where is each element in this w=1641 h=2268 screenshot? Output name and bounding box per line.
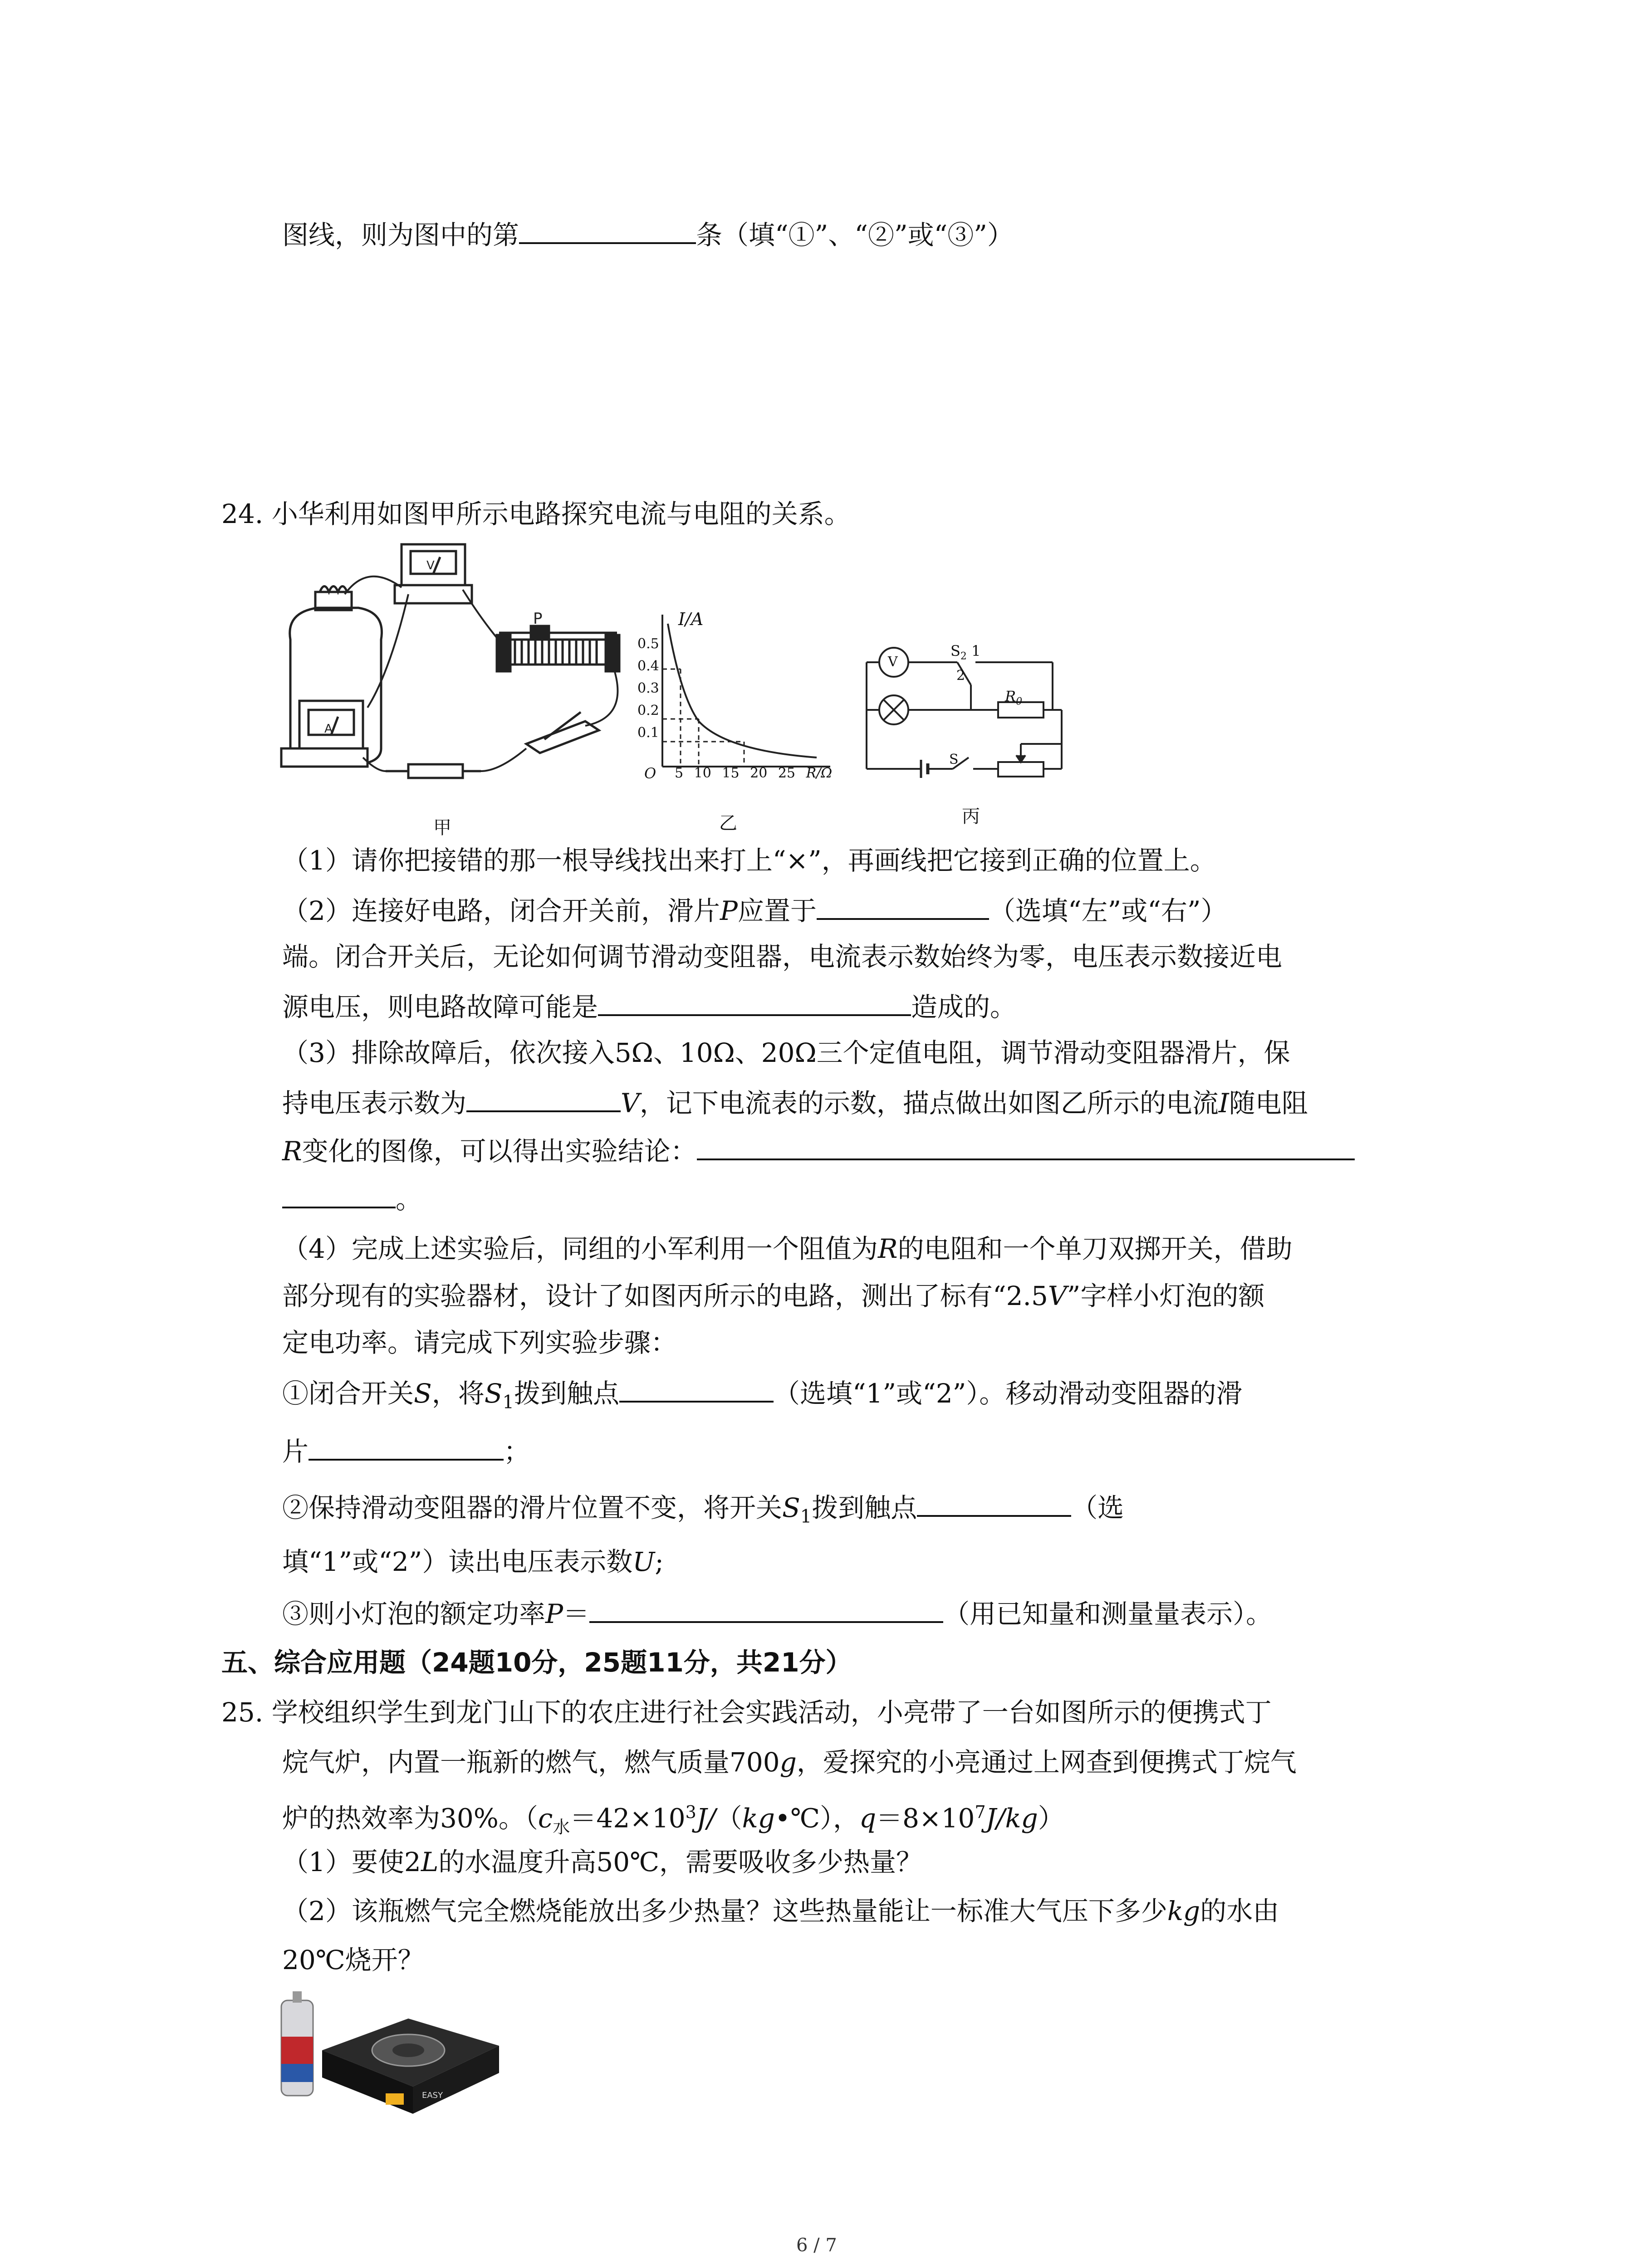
resistor-shape: [408, 764, 463, 778]
q25-part2-line2: 20℃烧开？: [282, 1945, 424, 1975]
q25-number: 25.: [221, 1697, 264, 1728]
ytick-label: 0.3: [637, 680, 659, 696]
answer-blank[interactable]: [619, 1375, 774, 1403]
q25-part1: （1）要使2L的水温度升高50℃，需要吸收多少热量？: [282, 1847, 923, 1877]
xtick-label: 20: [750, 765, 768, 781]
q24-part4-line3: 定电功率。请完成下列实验步骤：: [282, 1327, 677, 1358]
xtick-label: 25: [778, 765, 796, 781]
q24-step1-line2: 片 ；: [282, 1433, 530, 1467]
q24-stem-text: 小华利用如图甲所示电路探究电流与电阻的关系。: [271, 499, 851, 529]
bing-s2-label: $S_2$ 1: [950, 642, 981, 662]
slider-p-label: P: [533, 610, 543, 628]
fig-jia-label: 甲: [433, 817, 451, 838]
answer-blank[interactable]: [598, 989, 911, 1016]
intro-line: [282, 217, 1014, 251]
xtick-label: 10: [694, 765, 711, 781]
fig-bing-label: 丙: [962, 806, 980, 827]
q24-number: 24.: [221, 499, 264, 529]
q24-part3-line4: 。: [282, 1181, 422, 1215]
fig-yi-label: 乙: [719, 813, 737, 834]
q24-part4-line1: （4）完成上述实验后，同组的小军利用一个阻值为R的电阻和一个单刀双掷开关，借助: [282, 1233, 1293, 1264]
q24-part3-line2: 持电压表示数为 V，记下电流表的示数，描点做出如图乙所示的电流I随电阻: [282, 1085, 1308, 1119]
intro-text: 图线，则为图中的第: [282, 220, 519, 250]
q24-step1-line1: ①闭合开关S，将$S_1$拨到触点 （选填“1”或“2”）。移动滑动变阻器的滑: [282, 1375, 1242, 1418]
answer-blank[interactable]: [589, 1596, 943, 1623]
bing-contact-2: 2: [956, 668, 965, 684]
q24-step2-line2: 填“1”或“2”）读出电压表示数U;: [282, 1546, 664, 1577]
q24-part2-line2: 端。闭合开关后，无论如何调节滑动变阻器，电流表示数始终为零，电压表示数接近电: [282, 941, 1283, 972]
q25-line1: 25. 学校组织学生到龙门山下的农庄进行社会实践活动，小亮带了一台如图所示的便携式丁: [221, 1697, 1272, 1728]
svg-text:A: A: [324, 722, 333, 736]
answer-blank[interactable]: [697, 1133, 1355, 1160]
answer-blank[interactable]: [519, 217, 696, 244]
ytick-label: 0.5: [637, 636, 659, 652]
graph-origin: O: [644, 765, 656, 782]
svg-text:V: V: [426, 559, 435, 572]
stove-photo: [272, 1982, 508, 2118]
q24-stem: [221, 498, 851, 530]
q24-part3-line3: R变化的图像，可以得出实验结论：: [282, 1133, 1355, 1167]
rheostat-coil: [508, 640, 608, 665]
graph-xlabel: R/Ω: [806, 765, 833, 781]
bing-v-label: V: [888, 654, 898, 670]
svg-text:EASY: EASY: [422, 2091, 443, 2100]
q24-step2-line1: ②保持滑动变阻器的滑片位置不变，将开关$S_1$拨到触点 （选: [282, 1490, 1124, 1533]
stove-knob: [386, 2093, 404, 2105]
q24-part1: （1）请你把接错的那一根导线找出来打上“×”，再画线把它接到正确的位置上。: [282, 845, 1216, 876]
graph-ylabel: I/A: [678, 609, 704, 629]
bing-s-label: S: [949, 752, 959, 767]
q24-part3-line1: （3）排除故障后，依次接入5Ω、10Ω、20Ω三个定值电阻，调节滑动变阻器滑片，保: [282, 1037, 1290, 1068]
q24-step3: ③则小灯泡的额定功率P＝ （用已知量和测量量表示）。: [282, 1596, 1272, 1630]
rheostat-symbol: [998, 762, 1043, 777]
q24-part4-line2: 部分现有的实验器材，设计了如图丙所示的电路，测出了标有“2.5V”字样小灯泡的额: [282, 1281, 1265, 1311]
q25-line2: 烷气炉，内置一瓶新的燃气，燃气质量700g，爱探究的小亮通过上网查到便携式丁烷气: [282, 1747, 1297, 1778]
current-curve: [668, 624, 817, 758]
answer-blank[interactable]: [917, 1490, 1071, 1517]
bing-r0-label: $R_0$: [1005, 688, 1023, 708]
answer-blank[interactable]: [309, 1433, 504, 1461]
graph-xticks: [675, 758, 832, 789]
intro-suffix: 条（填“①”、“②”或“③”）: [696, 220, 1014, 250]
answer-blank[interactable]: [817, 893, 989, 920]
figure-jia-circuit: [272, 535, 684, 807]
answer-blank[interactable]: [282, 1181, 396, 1208]
q24-part2-line1: （2）连接好电路，闭合开关前，滑片P应置于 （选填“左”或“右”）: [282, 893, 1227, 927]
ytick-label: 0.4: [637, 658, 659, 674]
ytick-label: 0.2: [637, 703, 659, 719]
ytick-label: 0.1: [637, 725, 659, 741]
answer-blank[interactable]: [466, 1085, 621, 1112]
page-number: 6 / 7: [796, 2235, 837, 2256]
q24-part2-line3: 源电压，则电路故障可能是 造成的。: [282, 989, 1016, 1023]
xtick-label: 15: [722, 765, 740, 781]
q25-part2-line1: （2）该瓶燃气完全燃烧能放出多少热量？这些热量能让一标准大气压下多少kg的水由: [282, 1896, 1279, 1926]
graph-yticks: [637, 633, 659, 744]
section-5-title: 五、综合应用题（24题10分，25题11分，共21分）: [221, 1647, 852, 1678]
xtick-label: 5: [675, 765, 684, 781]
q25-line3: 炉的热效率为30%。（$c_水=42\times 10^3J/(kg•℃)$，$q=8\times 10^7J/kg$）: [282, 1802, 1064, 1837]
